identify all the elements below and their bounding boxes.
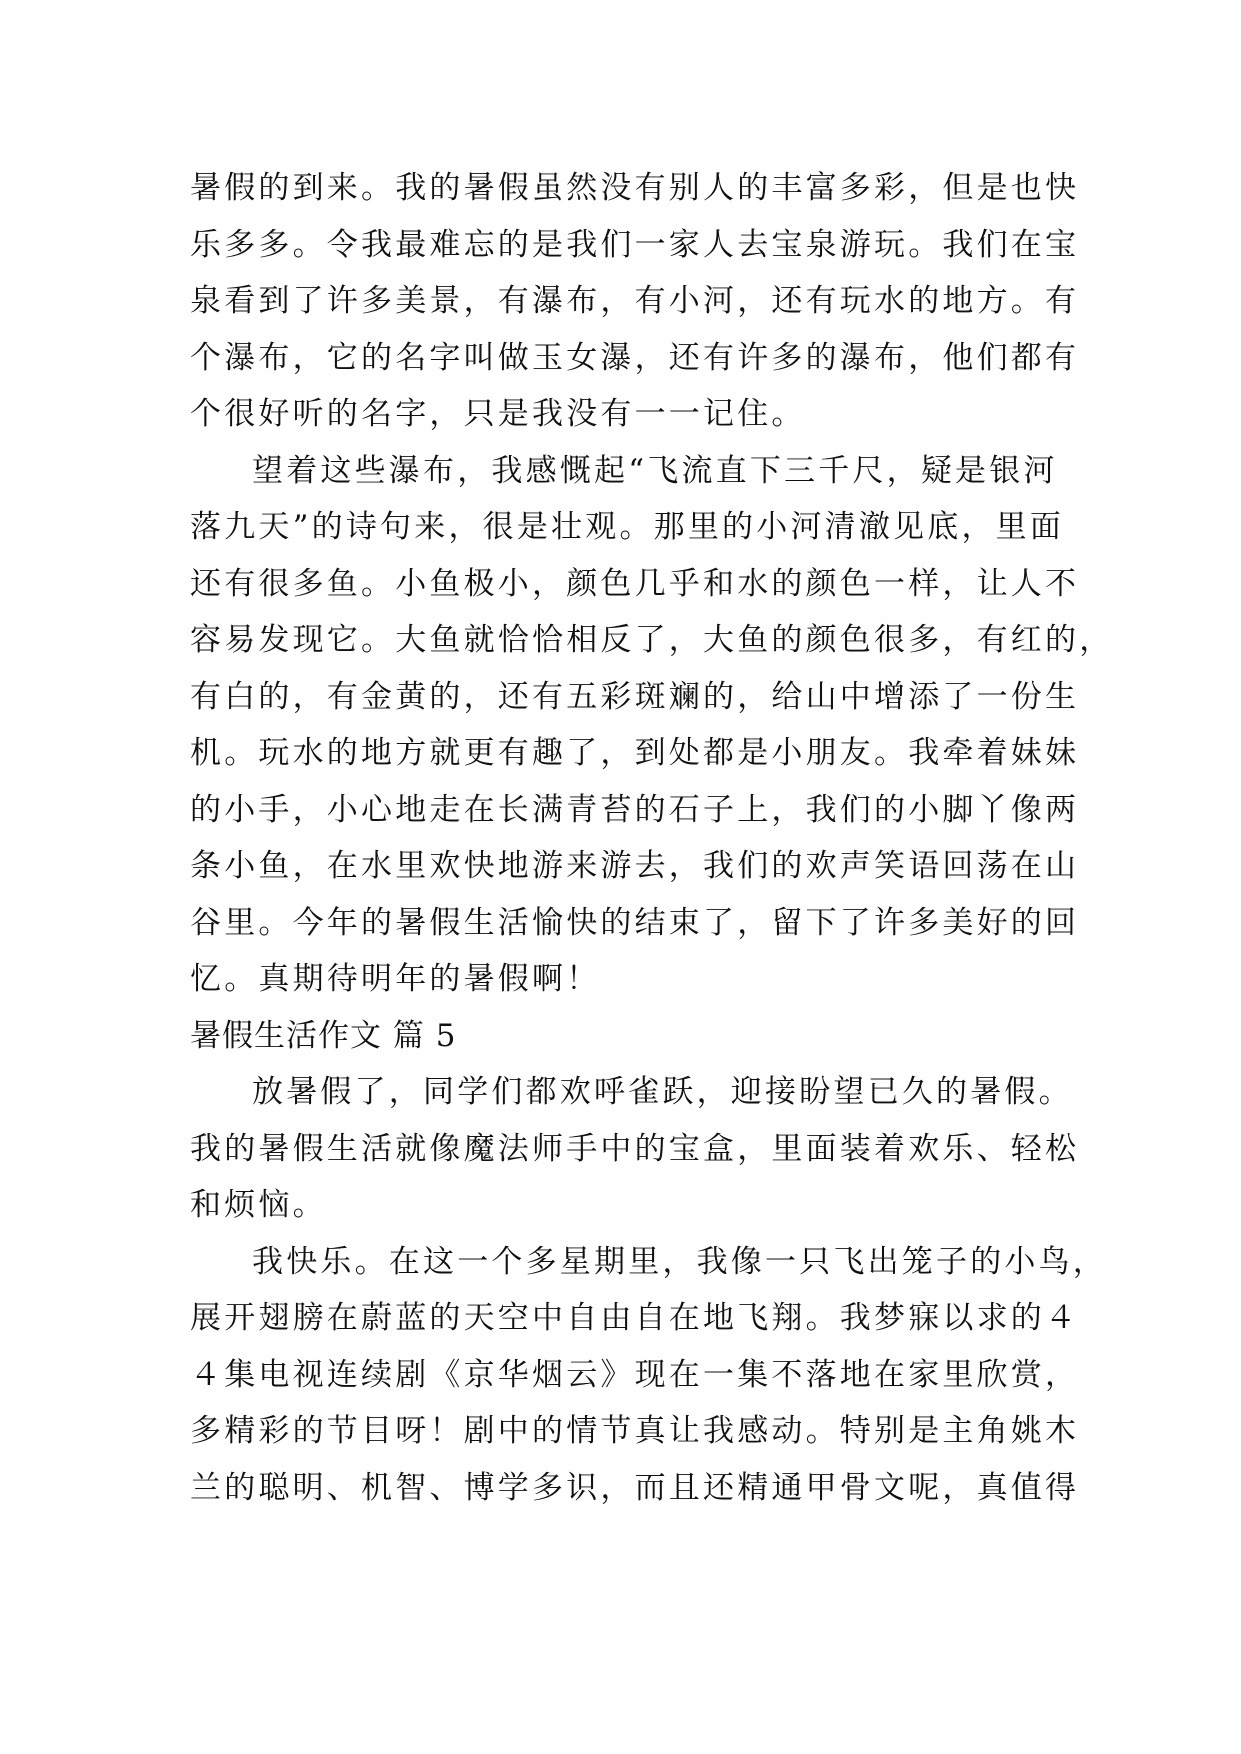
text-line: 还有很多鱼。小鱼极小，颜色几乎和水的颜色一样，让人不 — [190, 565, 1080, 602]
section-heading: 暑假生活作文 篇 5 — [190, 1017, 457, 1054]
text-line: 放暑假了，同学们都欢呼雀跃，迎接盼望已久的暑假。 — [252, 1074, 1073, 1110]
paragraph-3 — [190, 1064, 1080, 1234]
text-line: 展开翅膀在蔚蓝的天空中自由自在地飞翔。我梦寐以求的４ — [190, 1300, 1080, 1336]
text-line: 暑假的到来。我的暑假虽然没有别人的丰富多彩，但是也快 — [190, 170, 1080, 206]
text-line: 我快乐。在这一个多星期里，我像一只飞出笼子的小鸟， — [252, 1243, 1107, 1280]
text-line: 和烦恼。 — [190, 1187, 327, 1223]
text-line: 机。玩水的地方就更有趣了，到处都是小朋友。我牵着妹妹 — [190, 735, 1080, 771]
text-line: 有白的，有金黄的，还有五彩斑斓的，给山中增添了一份生 — [190, 678, 1080, 715]
text-line: 忆。真期待明年的暑假啊！ — [190, 961, 601, 997]
text-line: 谷里。今年的暑假生活愉快的结束了，留下了许多美好的回 — [190, 904, 1080, 941]
text-line: 个瀑布，它的名字叫做玉女瀑，还有许多的瀑布，他们都有 — [190, 339, 1080, 376]
text-line: 多精彩的节目呀！剧中的情节真让我感动。特别是主角姚木 — [190, 1413, 1080, 1449]
text-line: 兰的聪明、机智、博学多识，而且还精通甲骨文呢，真值得 — [190, 1469, 1080, 1506]
document-body — [190, 160, 1114, 1516]
text-line: 的小手，小心地走在长满青苔的石子上，我们的小脚丫像两 — [190, 791, 1080, 828]
text-line: 容易发现它。大鱼就恰恰相反了，大鱼的颜色很多，有红的， — [190, 622, 1114, 658]
text-line: ４集电视连续剧《京华烟云》现在一集不落地在家里欣赏， — [190, 1356, 1080, 1393]
text-line: 望着这些瀑布，我感慨起“飞流直下三千尺，疑是银河 — [252, 452, 1058, 489]
text-line: 我的暑假生活就像魔法师手中的宝盒，里面装着欢乐、轻松 — [190, 1130, 1080, 1167]
paragraph-4 — [190, 1234, 1107, 1517]
text-line: 泉看到了许多美景，有瀑布，有小河，还有玩水的地方。有 — [190, 283, 1080, 319]
paragraph-2 — [190, 443, 1114, 1008]
text-line: 落九天”的诗句来，很是壮观。那里的小河清澈见底，里面 — [190, 509, 1065, 545]
paragraph-1 — [190, 160, 1080, 443]
text-line: 乐多多。令我最难忘的是我们一家人去宝泉游玩。我们在宝 — [190, 226, 1080, 263]
text-line: 条小鱼，在水里欢快地游来游去，我们的欢声笑语回荡在山 — [190, 848, 1080, 884]
text-line: 个很好听的名字，只是我没有一一记住。 — [190, 396, 806, 432]
